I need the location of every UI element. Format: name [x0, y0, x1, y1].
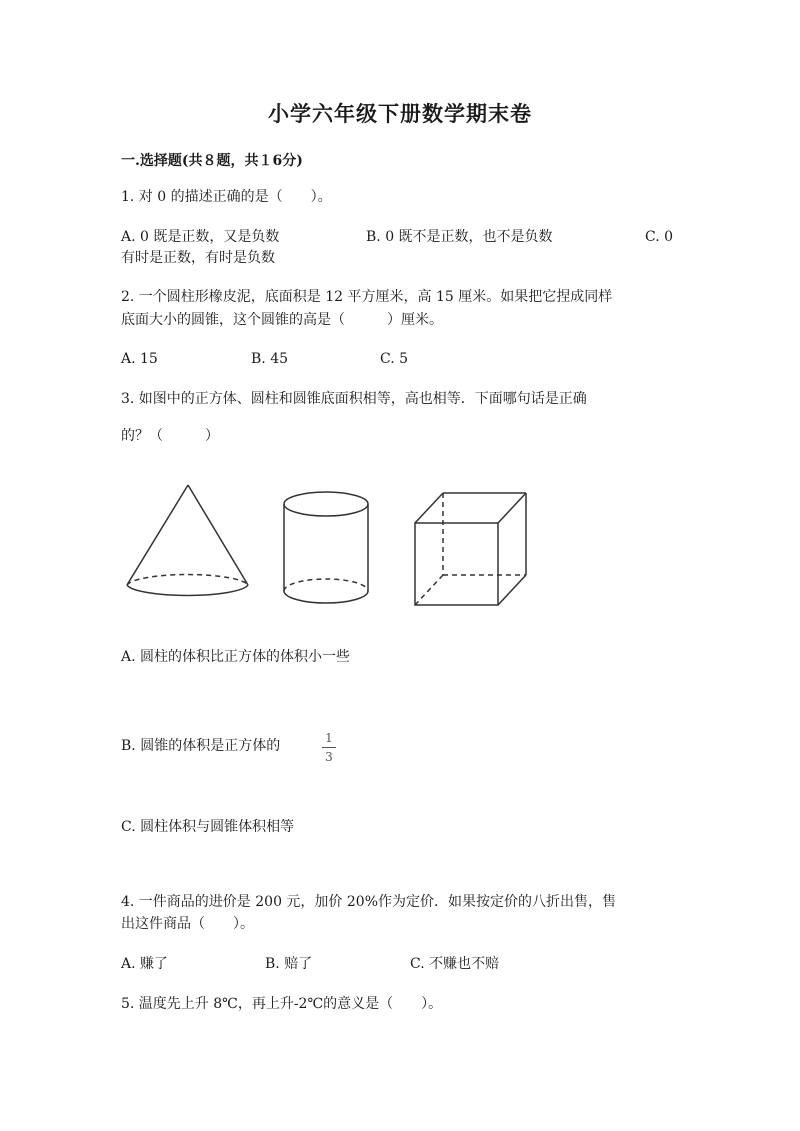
- question-1-option-b: B. 0 既不是正数，也不是负数: [366, 229, 553, 245]
- question-1-stem: 1. 对 0 的描述正确的是（ ）。: [121, 189, 332, 205]
- question-3-stem-line-2: 的？（ ）: [121, 428, 219, 444]
- question-4-option-b: B. 赔了: [265, 956, 313, 972]
- cube-shape: [415, 493, 526, 605]
- question-4-option-c: C. 不赚也不赔: [410, 956, 500, 972]
- cone-shape: [127, 485, 248, 595]
- fraction-denominator: 3: [325, 750, 333, 764]
- question-3-stem-line-1: 3. 如图中的正方体、圆柱和圆锥底面积相等，高也相等．下面哪句话是正确: [121, 391, 587, 407]
- question-3-option-b: B. 圆锥的体积是正方体的: [121, 738, 281, 754]
- question-2-stem-line-1: 2. 一个圆柱形橡皮泥，底面积是 12 平方厘米，高 15 厘米。如果把它捏成同样: [121, 289, 613, 305]
- fraction-bar: [322, 747, 336, 748]
- section-heading: 一.选择题(共８题，共１6分): [121, 153, 303, 169]
- question-1-option-c: C. 0: [645, 229, 674, 245]
- question-3-option-c: C. 圆柱体积与圆锥体积相等: [121, 819, 295, 835]
- question-1-option-c-continued: 有时是正数，有时是负数: [121, 250, 275, 266]
- one-third-fraction: [322, 731, 336, 764]
- question-2-option-b: B. 45: [251, 351, 289, 367]
- question-4-stem-line-1: 4. 一件商品的进价是 200 元，加价 20%作为定价．如果按定价的八折出售，售: [121, 894, 616, 910]
- question-5-stem: 5. 温度先上升 8℃，再上升-2℃的意义是（ ）。: [121, 996, 443, 1012]
- solids-figure: [115, 475, 535, 615]
- fraction-numerator: 1: [325, 731, 333, 745]
- question-1-option-a: A. 0 既是正数，又是负数: [121, 229, 280, 245]
- question-2-stem-line-2: 底面大小的圆锥，这个圆锥的高是（ ）厘米。: [121, 312, 443, 328]
- question-4-stem-line-2: 出这件商品（ ）。: [121, 916, 254, 932]
- question-2-option-a: A. 15: [121, 351, 158, 367]
- question-3-option-a: A. 圆柱的体积比正方体的体积小一些: [121, 649, 351, 665]
- cylinder-shape: [284, 492, 368, 603]
- question-4-option-a: A. 赚了: [121, 956, 169, 972]
- question-2-option-c: C. 5: [380, 351, 409, 367]
- page-title: 小学六年级下册数学期末卷: [268, 101, 532, 126]
